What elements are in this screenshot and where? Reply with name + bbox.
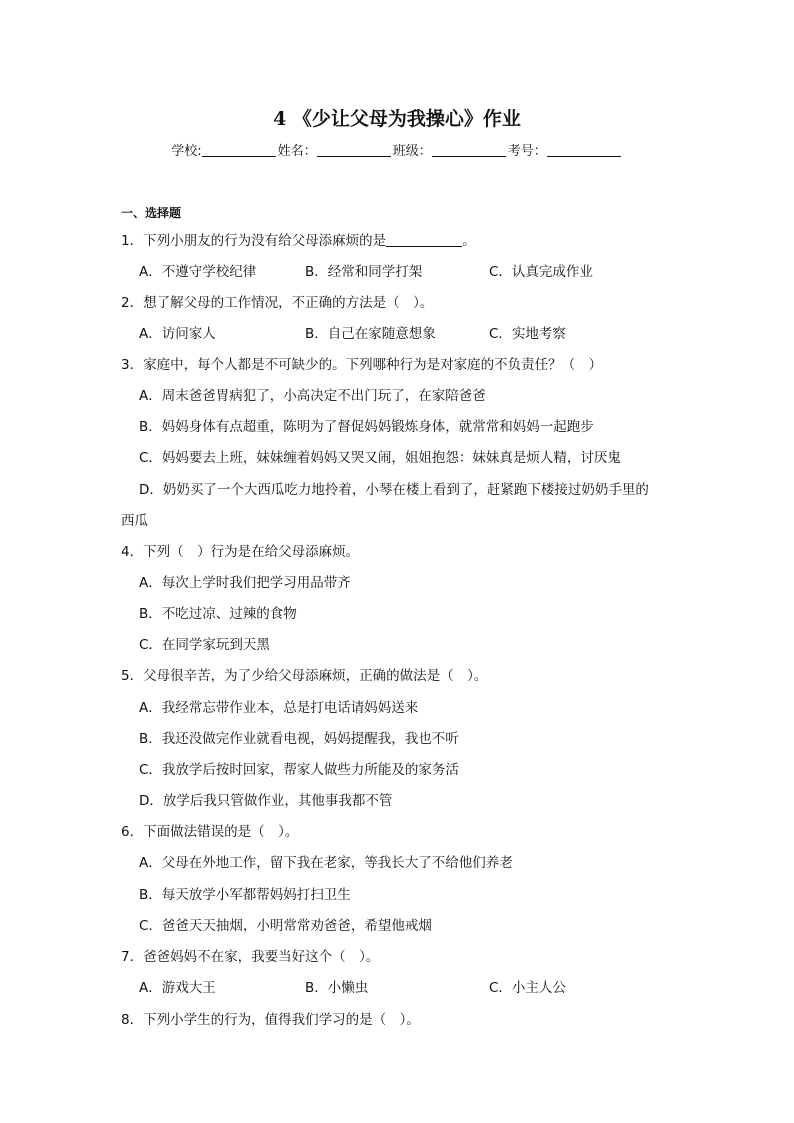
option-a: A．周末爸爸胃病犯了，小高决定不出门玩了，在家陪爸爸 (139, 388, 486, 404)
option-b: B．自己在家随意想象 (305, 326, 436, 342)
option-b: B．经常和同学打架 (305, 264, 423, 280)
question-2: 2．想了解父母的工作情况，不正确的方法是（ ）。 (121, 295, 434, 311)
option-c: C．爸爸天天抽烟，小明常常劝爸爸，希望他戒烟 (139, 918, 432, 934)
option-a: A．每次上学时我们把学习用品带齐 (139, 575, 351, 591)
question-stem: 1．下列小朋友的行为没有给父母添麻烦的是 (121, 233, 387, 249)
option-a: A．游戏大王 (139, 980, 216, 996)
option-c: C．在同学家玩到天黑 (139, 637, 270, 653)
option-c: C．实地考察 (489, 326, 566, 342)
option-c: C．小主人公 (489, 980, 566, 996)
school-blank[interactable] (202, 144, 276, 157)
exam-no-blank[interactable] (547, 144, 621, 157)
student-info-line (0, 140, 794, 159)
option-c: C．妈妈要去上班，妹妹缠着妈妈又哭又闹，姐姐抱怨：妹妹真是烦人精，讨厌鬼 (139, 450, 621, 466)
option-d: D．奶奶买了一个大西瓜吃力地拎着，小琴在楼上看到了，赶紧跑下楼接过奶奶手里的 (139, 482, 649, 498)
page-title: 4 《少让父母为我操心》作业 (273, 108, 521, 130)
name-label: 姓名： (277, 144, 317, 159)
question-stem-end: 。 (462, 233, 476, 249)
option-c: C．我放学后按时回家，帮家人做些力所能及的家务活 (139, 762, 459, 778)
option-a: A．我经常忘带作业本，总是打电话请妈妈送来 (139, 700, 419, 716)
question-6: 6．下面做法错误的是（ ）。 (121, 824, 299, 840)
option-a: A．父母在外地工作，留下我在老家，等我长大了不给他们养老 (139, 855, 513, 871)
answer-blank[interactable] (386, 233, 462, 247)
option-b: B．小懒虫 (305, 980, 369, 996)
class-blank[interactable] (432, 144, 506, 157)
question-4: 4．下列（ ）行为是在给父母添麻烦。 (121, 544, 360, 560)
option-a: A．不遵守学校纪律 (139, 264, 257, 280)
option-d-continuation: 西瓜 (121, 513, 148, 529)
option-b: B．我还没做完作业就看电视，妈妈提醒我，我也不听 (139, 731, 459, 747)
option-b: B．不吃过凉、过辣的食物 (139, 606, 297, 622)
option-c: C．认真完成作业 (489, 264, 593, 280)
question-8: 8．下列小学生的行为，值得我们学习的是（ ）。 (121, 1012, 420, 1028)
question-5: 5．父母很辛苦，为了少给父母添麻烦，正确的做法是（ ）。 (121, 668, 488, 684)
exam-no-label: 考号： (507, 144, 547, 159)
class-label: 班级： (392, 144, 432, 159)
school-label: 学校: (171, 144, 202, 159)
question-1 (121, 229, 476, 249)
section-heading: 一、选择题 (121, 206, 182, 220)
option-a: A．访问家人 (139, 326, 216, 342)
option-b: B．每天放学小军都帮妈妈打扫卫生 (139, 887, 351, 903)
name-blank[interactable] (317, 144, 391, 157)
option-b: B．妈妈身体有点超重，陈明为了督促妈妈锻炼身体，就常常和妈妈一起跑步 (139, 419, 594, 435)
question-3: 3．家庭中，每个人都是不可缺少的。下列哪种行为是对家庭的不负责任？（ ） (121, 357, 603, 373)
question-7: 7．爸爸妈妈不在家，我要当好这个（ ）。 (121, 949, 380, 965)
option-d: D．放学后我只管做作业，其他事我都不管 (139, 793, 393, 809)
